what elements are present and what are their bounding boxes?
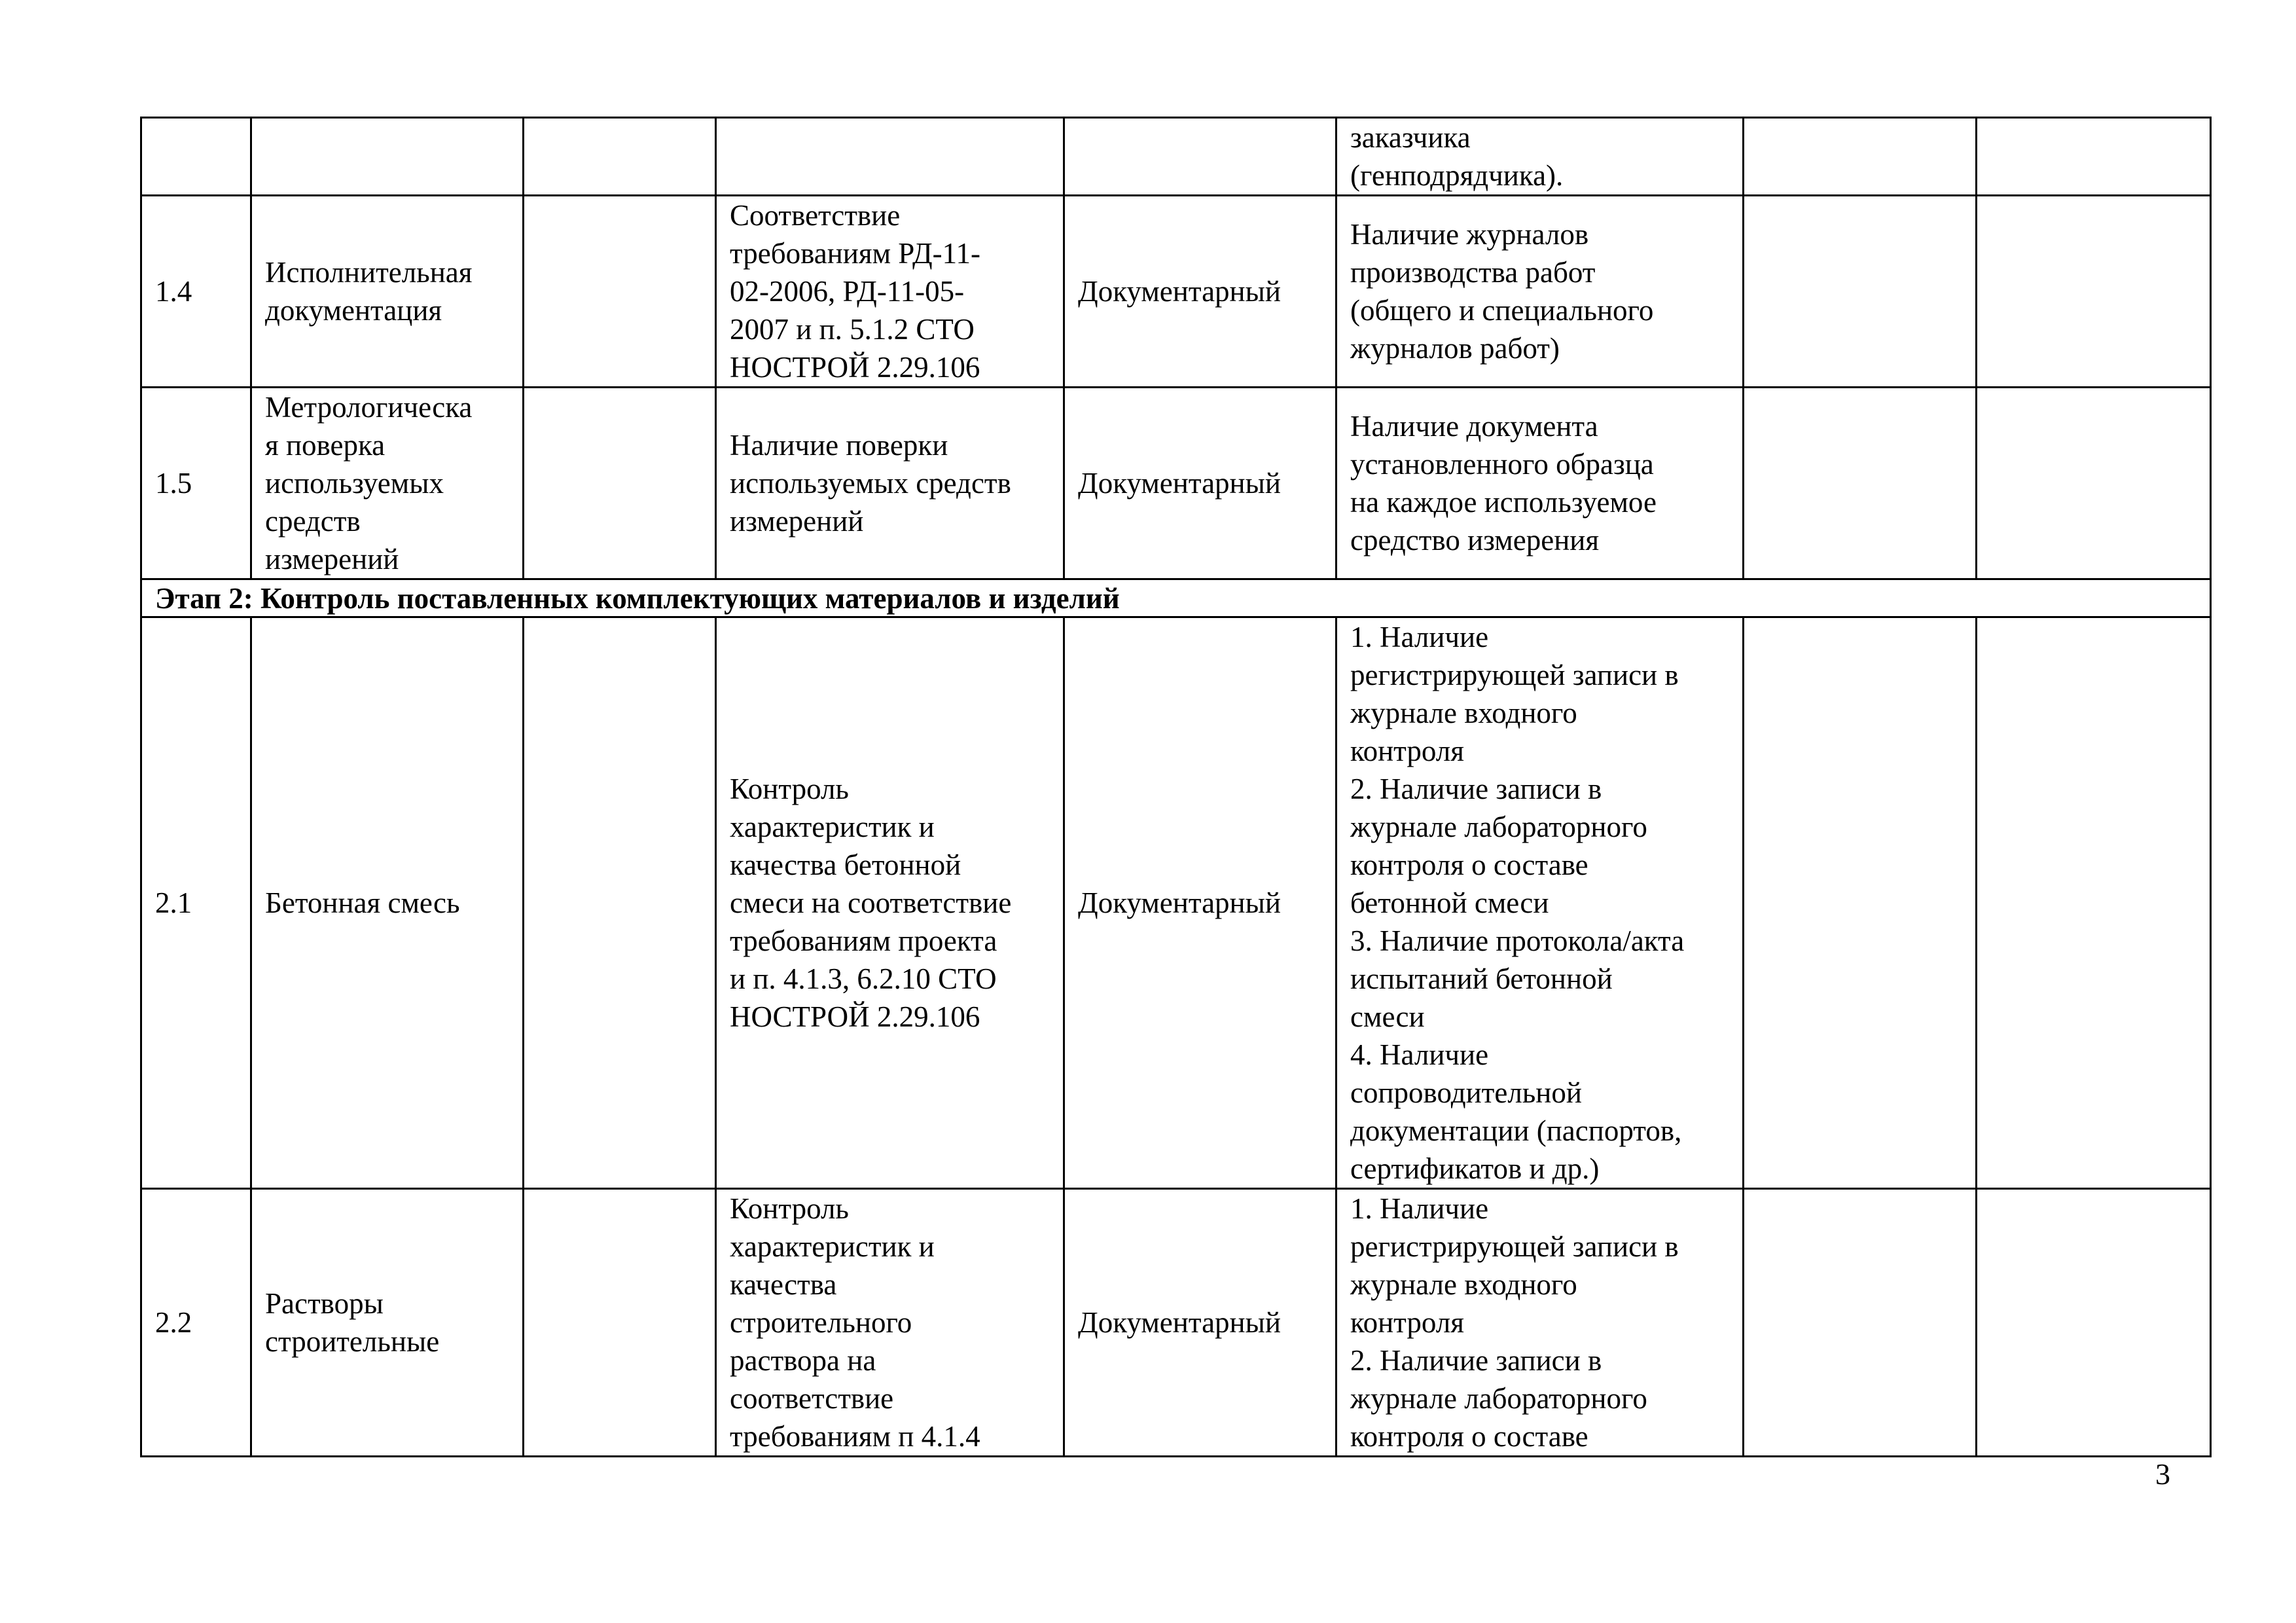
table-row [141, 1189, 2211, 1457]
cell-empty [524, 617, 716, 1189]
cell-name: Бетонная смесь [251, 617, 524, 1189]
cell-method: Документарный [1064, 196, 1336, 388]
cell-method [1064, 118, 1336, 196]
cell-num: 2.1 [141, 617, 251, 1189]
cell-empty [524, 118, 716, 196]
cell-name: Метрологическа я поверка используемых средств измерений [251, 388, 524, 579]
cell-requirement: Контроль характеристик и качества бетонной смеси на соответствие требованиям проекта и п. 4.1.3, 6.2.10 СТО НОСТРОЙ 2.29.106 [716, 617, 1064, 1189]
cell-empty [1744, 388, 1977, 579]
cell-empty [1744, 1189, 1977, 1457]
cell-name: Исполнительная документация [251, 196, 524, 388]
cell-requirement: Соответствие требованиям РД-11- 02-2006, РД-11-05- 2007 и п. 5.1.2 СТО НОСТРОЙ 2.29.106 [716, 196, 1064, 388]
cell-requirement [716, 118, 1064, 196]
cell-requirement: Наличие поверки используемых средств измерений [716, 388, 1064, 579]
cell-name: Растворы строительные [251, 1189, 524, 1457]
table-row [141, 118, 2211, 196]
table-row [141, 196, 2211, 388]
table-row [141, 388, 2211, 579]
cell-num: 1.5 [141, 388, 251, 579]
cell-num: 2.2 [141, 1189, 251, 1457]
stage-title: Этап 2: Контроль поставленных комплектующих материалов и изделий [141, 579, 2211, 617]
cell-empty [1977, 388, 2211, 579]
cell-empty [524, 1189, 716, 1457]
cell-empty [1744, 617, 1977, 1189]
cell-name [251, 118, 524, 196]
cell-check: Наличие журналов производства работ (общего и специального журналов работ) [1336, 196, 1744, 388]
cell-method: Документарный [1064, 1189, 1336, 1457]
cell-check: заказчика (генподрядчика). [1336, 118, 1744, 196]
cell-requirement: Контроль характеристик и качества строительного раствора на соответствие требованиям п 4.1.4 [716, 1189, 1064, 1457]
cell-method: Документарный [1064, 617, 1336, 1189]
cell-empty [1744, 196, 1977, 388]
table-row [141, 617, 2211, 1189]
stage-header-row [141, 579, 2211, 617]
cell-check: 1. Наличие регистрирующей записи в журнале входного контроля 2. Наличие записи в журнале лабораторного контроля о составе [1336, 1189, 1744, 1457]
cell-empty [1977, 1189, 2211, 1457]
cell-method: Документарный [1064, 388, 1336, 579]
page-number: 3 [2155, 1457, 2170, 1491]
cell-num [141, 118, 251, 196]
cell-empty [524, 196, 716, 388]
cell-empty [1744, 118, 1977, 196]
cell-empty [1977, 196, 2211, 388]
cell-check: 1. Наличие регистрирующей записи в журнале входного контроля 2. Наличие записи в журнале лабораторного контроля о составе бетонной смеси 3. Наличие протокола/акта испытаний бетонной смеси 4. Наличие сопроводительной документации (паспортов, сертификатов и др.) [1336, 617, 1744, 1189]
cell-empty [1977, 617, 2211, 1189]
cell-num: 1.4 [141, 196, 251, 388]
cell-empty [1977, 118, 2211, 196]
cell-empty [524, 388, 716, 579]
cell-check: Наличие документа установленного образца на каждое используемое средство измерения [1336, 388, 1744, 579]
inspection-table [140, 117, 2212, 1457]
